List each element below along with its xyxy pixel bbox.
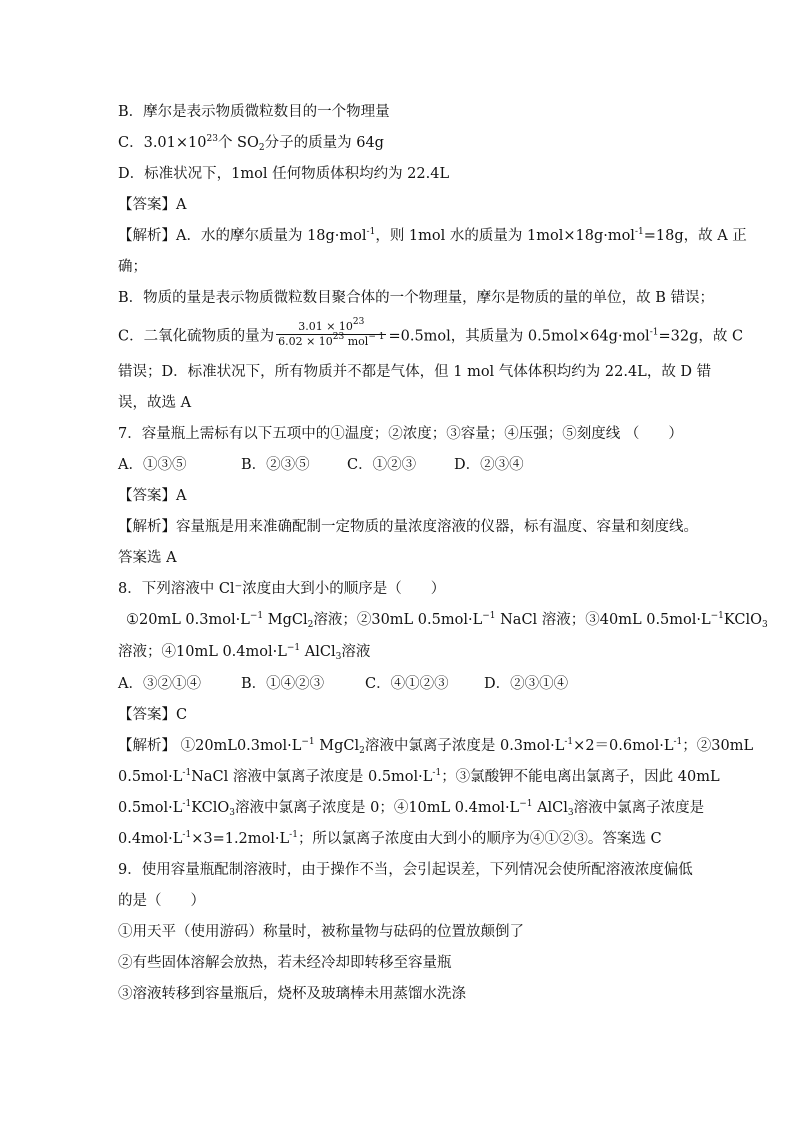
q8-option-b: B．①④②③ — [241, 676, 325, 692]
fraction-numerator: $3.01 \times 10^{23}$ — [276, 320, 386, 335]
q6-analysis-line-1: 【解析】A．水的摩尔质量为 18g·mol$^{-1}$，则 1mol 水的质量为 1mol×18g·mol$^{-1}$=18g，故 A 正 — [118, 227, 747, 244]
fraction-denominator: $6.02 \times 10^{23}$ mol$^{- 1}$ — [278, 332, 385, 348]
q7-option-c: C．①②③ — [347, 457, 417, 473]
q7-analysis-line-1: 【解析】容量瓶是用来准确配制一定物质的量浓度溶液的仪器，标有温度、容量和刻度线。 — [118, 519, 698, 535]
q8-option-d: D．②③①④ — [484, 676, 569, 692]
q6-analysis-line-3: B．物质的量是表示物质微粒数目聚合体的一个物理量，摩尔是物质的量的单位，故 B 错误； — [118, 290, 715, 306]
q8-solutions-line-2: 溶液；④10mL $0.4mol\cdot L^{-1}$ AlCl$_3$溶液 — [118, 643, 371, 662]
q8-solutions-line-1: ①20mL $0.3mol\cdot L^{-1}$ MgCl$_2$溶液；②30mL $0.5mol\cdot L^{-1}$ NaCl 溶液；③40mL $0.5mol\cdot L^{-1}KClO_3$ — [126, 611, 768, 630]
q8-answer: 【答案】C — [118, 707, 188, 723]
q6-answer: 【答案】A — [118, 197, 187, 213]
mole-fraction — [276, 317, 386, 349]
q9-item-1: ①用天平（使用游码）称量时，被称量物与砝码的位置放颠倒了 — [118, 924, 524, 940]
q8-option-c: C．④①②③ — [365, 676, 449, 692]
q7-options — [118, 455, 524, 475]
q6-analysis-line-4: C．二氧化硫物质的量为 $\frac{3.01 \times 10^{23}}{6.02 \times 10^{23} mol^{- 1}}$ =0.5mol，其质量为 0.5mol×64g·mol$^{-1}$=32g，故 C — [118, 317, 744, 348]
q8-analysis-line-2: $0.5mol\cdot L^{-1}NaCl$ 溶液中氯离子浓度是 $0.5mol\cdot L^{-1}$；③氯酸钾不能电离出氯离子，因此 40mL — [118, 768, 720, 785]
q6-option-d: D．标准状况下，1mol 任何物质体积均约为 22.4L — [118, 166, 450, 182]
q7-option-b: B．②③⑤ — [241, 457, 310, 473]
q8-analysis-line-3: $0.5mol\cdot L^{-1}KClO_3$溶液中氯离子浓度是 0；④10mL $0.4mol\cdot L^{-1}$ AlCl$_3$溶液中氯离子浓度是 — [118, 799, 705, 818]
q9-item-2: ②有些固体溶解会放热，若未经冷却即转移至容量瓶 — [118, 955, 452, 971]
q7-option-a: A．①③⑤ — [118, 457, 187, 473]
q9-stem-line-1: 9．使用容量瓶配制溶液时，由于操作不当，会引起误差，下列情况会使所配溶液浓度偏低 — [118, 862, 693, 878]
q8-stem: 8．下列溶液中 Cl⁻浓度由大到小的顺序是（ ） — [118, 581, 446, 597]
q8-option-a: A．③②①④ — [118, 676, 201, 692]
q8-analysis-line-4: $0.4mol\cdot L^{-1}\times 3=1.2mol\cdot L^{-1}$；所以氯离子浓度由大到小的顺序为④①②③。答案选 C — [118, 830, 662, 847]
q6-option-b: B．摩尔是表示物质微粒数目的一个物理量 — [118, 104, 390, 120]
q9-stem-line-2: 的是（ ） — [118, 893, 205, 909]
q6-analysis-line-6: 误，故选 A — [118, 395, 192, 411]
q7-analysis-line-2: 答案选 A — [118, 550, 177, 566]
q8-analysis-line-1: 【解析】 $①20mL0.3mol\cdot L^{-1}$ MgCl$_2$溶液中氯离子浓度是 $0.3mol\cdot L^{-1}\times 2=0.6mol\cdot L^{-1}$；②30mL — [118, 737, 754, 756]
q9-item-3: ③溶液转移到容量瓶后，烧杯及玻璃棒未用蒸馏水洗涤 — [118, 986, 466, 1002]
q7-option-d: D．②③④ — [454, 457, 524, 473]
q6-analysis-line-5: 错误；D．标准状况下，所有物质并不都是气体，但 1 mol 气体体积均约为 22.4L，故 D 错 — [118, 364, 712, 380]
q6-analysis-line-2: 确； — [118, 259, 147, 275]
q6-option-c: C．$3.01\times 10^{23}$个 $SO_2$分子的质量为 64g — [118, 134, 384, 153]
q8-options — [118, 674, 568, 694]
q7-answer: 【答案】A — [118, 488, 187, 504]
q7-stem: 7．容量瓶上需标有以下五项中的①温度；②浓度；③容量；④压强；⑤刻度线 （ ） — [118, 426, 683, 442]
